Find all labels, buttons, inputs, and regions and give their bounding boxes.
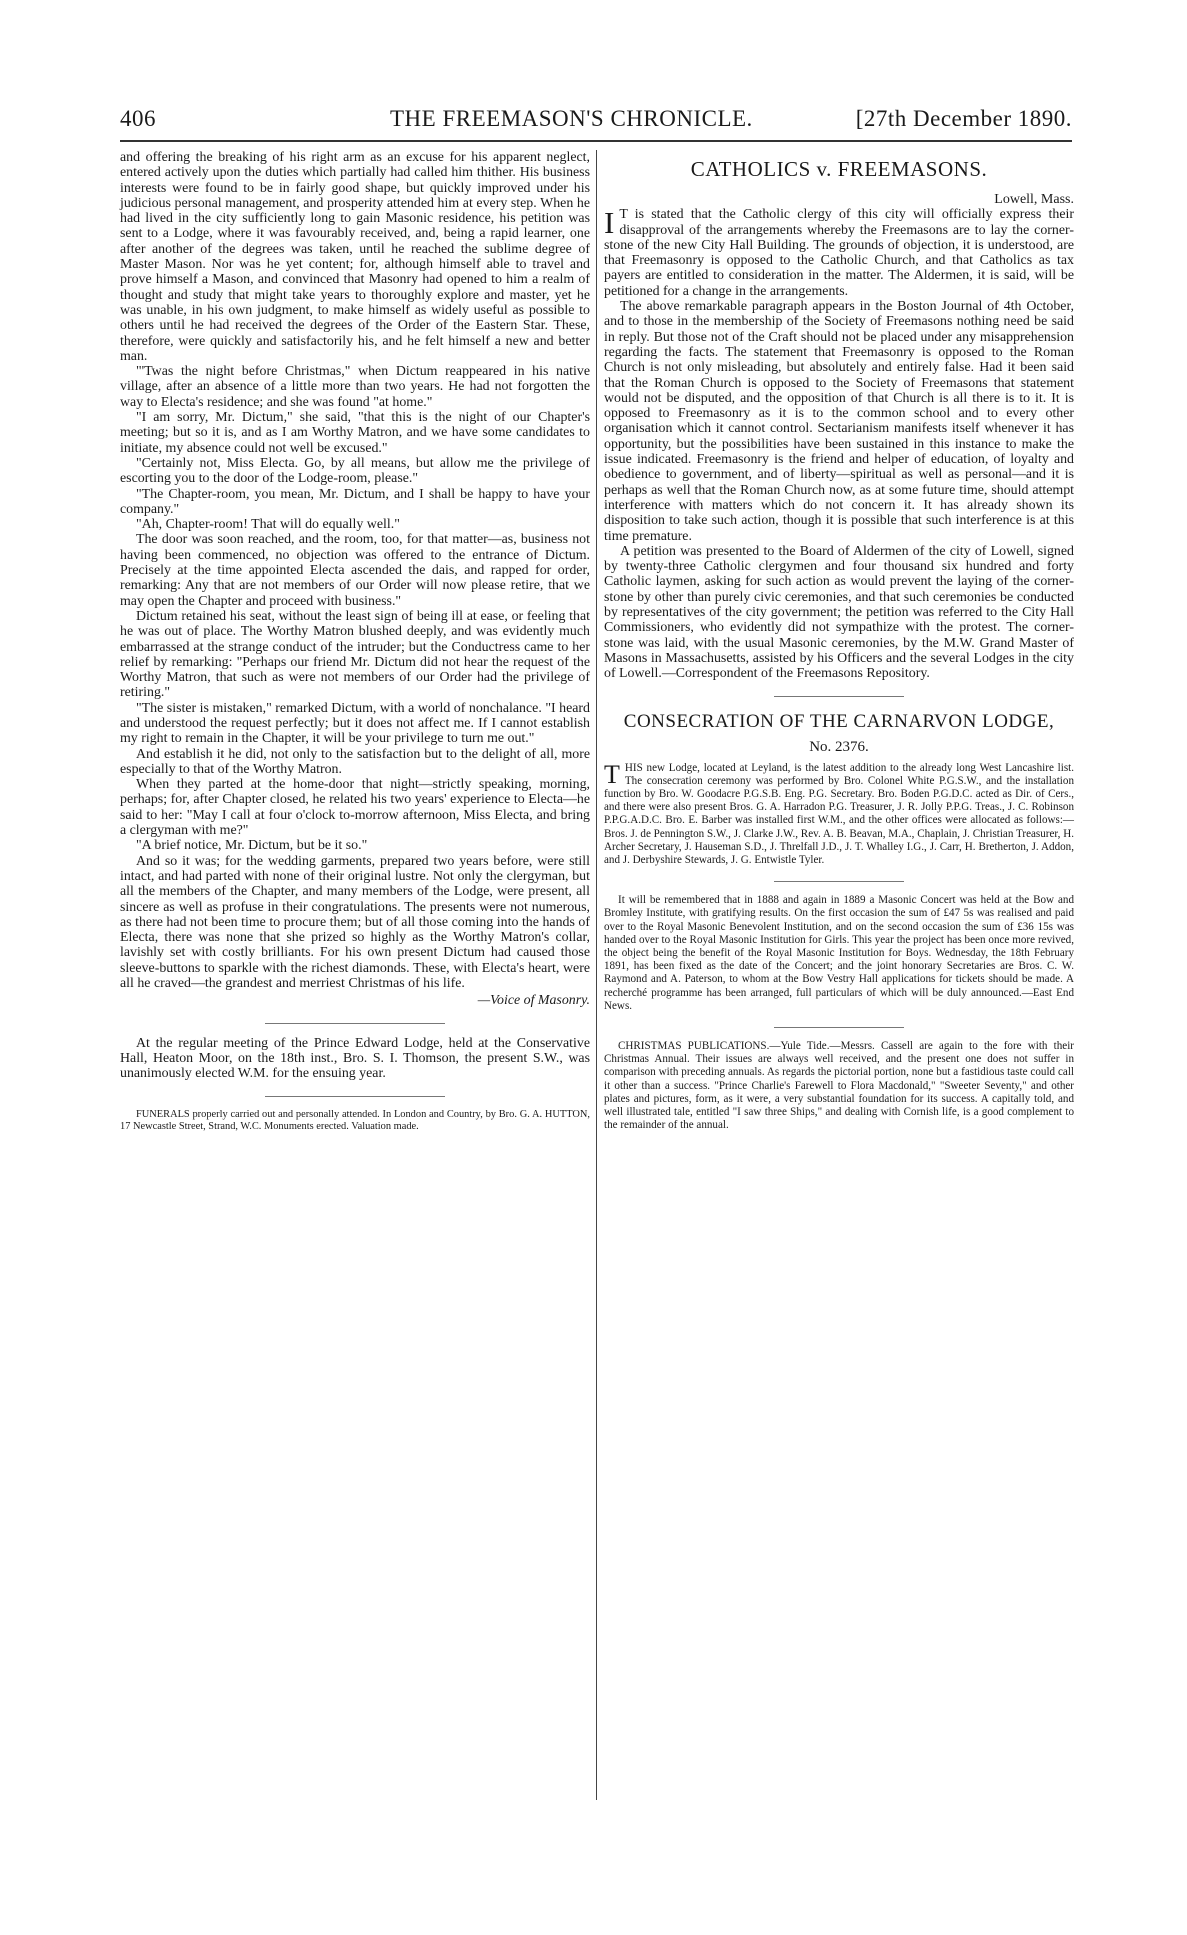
article-paragraph: CHRISTMAS PUBLICATIONS.—Yule Tide.—Messrs. Cassell are again to the fore with their Christmas Annual. Their issues are always well received, and the present one does not suffer in comparison with preceding annuals. As regards the pictorial portion, none but a fastidious taste could call it other than a success. "Prince Charlie's Farewell to Flora Macdonald," "Sweeter Seventy," and other plates and pictures, form, as it were, a very substantial foundation for its success. A capitally told, and well illustrated tale, entitled "I saw three Ships," and dealing with Cornish life, is a good complement to the remainder of the annual. [604,1039,1074,1132]
article-paragraph [604,207,1074,299]
article-text: HIS new Lodge, located at Leyland, is the latest addition to the already long West Lancashire list. The consecration ceremony was performed by Bro. Colonel White P.G.S.W., and the installation function by Bro. W. Goodacre P.G.S.B. Eng. P.G. Secretary. Bro. Boden P.G.D.C. acted as Dir. of Cers., and there were also present Bros. G. A. Harradon P.G. Treasurer, J. R. Jolly P.P.G. Treas., J. C. Robinson P.P.G.A.D.C. Bro. E. Barber was installed first W.M., and the other offices were allocated as follows:—Bros. J. de Pennington S.W., J. Clarke J.W., Rev. A. B. Beavan, M.A., Chaplain, J. Christian Treasurer, H. Archer Secretary, J. Hauseman S.D., J. Threlfall J.D., J. T. Whalley I.G., J. Carr, H. Bretherton, J. Addon, and J. Derbyshire Stewards, J. G. Entwistle Tyler. [604,761,1074,866]
concert-notice [604,894,1074,1013]
left-column [120,150,590,1134]
article-heading: CATHOLICS v. FREEMASONS. [690,157,988,181]
article-text: T is stated that the Catholic clergy of this city will officially express their disapproval of the arrangements whereby the Freemasons are to lay the corner-stone of the new City Hall Building. The grounds of objection, it is understood, are that Freemasonry is opposed to the Catholic Church, and that Catholics as tax payers are entitled to consideration in the matter. The Aldermen, it is said, will be petitioned for a change in the arrangements. [604,207,1074,299]
article-dateline: Lowell, Mass. [994,192,1074,207]
lodge-news-paragraph: At the regular meeting of the Prince Edward Lodge, held at the Conservative Hall, Heaton Moor, on the 18th inst., Bro. S. I. Thomson, the present S.W., was unanimously elected W.M. for the ensuing year. [120,1035,590,1082]
story-paragraph: And so it was; for the wedding garments, prepared two years before, were still intact, and had parted with none of their original lustre. Not only the clergyman, but all the members of the Chapter, and many members of the Lodge, were present, all sincere as well as profuse in their congratulations. The presents were not numerous, as there had not been time to procure them; but of all those coming into the hands of Electa, there was none that she prized so highly as the Worthy Matron's collar, lavishly set with costly brilliants. For his own present Dictum had caused those sleeve-buttons to sparkle with the richest diamonds. These, with Electa's heart, were all he craved—the grandest and merriest Christmas of his life. [120,853,590,992]
right-column [604,150,1074,1132]
story-paragraph: And establish it he did, not only to the satisfaction but to the delight of all, more especially to that of the Worthy Matron. [120,746,590,777]
column-divider [596,150,597,1800]
page-number: 406 [120,106,156,131]
section-divider [265,1096,445,1097]
story-paragraph: "'Twas the night before Christmas," when Dictum reappeared in his native village, after an absence of a little more than two years. He had not forgotten the way to Electa's residence; and she was found "at home." [120,364,590,410]
story-source: —Voice of Masonry. [477,993,590,1009]
page-header [120,106,1072,140]
issue-date: [27th December 1890. [855,106,1072,131]
section-divider [265,1023,445,1024]
article-paragraph: The above remarkable paragraph appears in the Boston Journal of 4th October, and to those in the membership of the Society of Freemasons nothing need be said in reply. But those not of the Craft should not be placed under any misapprehension regarding the facts. The statement that Freemasonry is opposed to the Roman Church is not only misleading, but absolutely and entirely false. Had it been said that the Roman Church is opposed to the Society of Freemasons that statement would not be disputed, and the opposition of that Church is all there is to it. It is opposed to Freemasonry as it is to the common school and to every other organisation which it cannot control. Sectarianism manifests itself whenever it has opportunity, but the possibilities have been sustained in this instance to make the issue indicated. Freemasonry is the friend and helper of education, of loyalty and obedience to government, and of liberty—spiritual as well as personal—and it is perhaps as well that the Roman Church now, as at some future time, should attempt interference with matters which do not concern it. It has already shown its disposition to take such action, though it is possible that such interference is at this time premature. [604,299,1074,544]
story-paragraph: "Certainly not, Miss Electa. Go, by all means, but allow me the privilege of escorting you to the door of the Lodge-room, please." [120,455,590,487]
funeral-advert: FUNERALS properly carried out and personally attended. In London and Country, by Bro. G. A. HUTTON, 17 Newcastle Street, Strand, W.C. Monuments erected. Valuation made. [120,1108,590,1133]
story-paragraph: Dictum retained his seat, without the least sign of being ill at ease, or feeling that he was out of place. The Worthy Matron blushed deeply, and was evidently much embarrassed at the strange conduct of the intruder; but the Conductress came to her relief by remarking: "Perhaps our friend Mr. Dictum did not hear the request of the Worthy Matron, that such as were not members of our Order had the privilege of retiring." [120,608,590,701]
drop-cap: T [604,759,620,789]
story-paragraph: The door was soon reached, and the room, too, for that matter—as, business not having been commenced, no objection was offered to the entrance of Dictum. Precisely at the time appointed Electa ascended the dais, and rapped for order, remarking: Any that are not members of our Order will now please retire, that we may open the Chapter and proceed with business." [120,532,590,609]
section-divider [774,696,904,697]
article-paragraph [604,759,1074,868]
article-heading: CONSECRATION OF THE CARNARVON LODGE, [623,710,1055,732]
story-paragraph: and offering the breaking of his right arm as an excuse for his apparent neglect, entered actively upon the duties which partially had called him thither. His business interests were found to be in fairly good shape, but quickly improved under his judicious personal management, and prosperity attended him at every step. When he had lived in the city sufficiently long to gain Masonic residence, his petition was sent to a Lodge, where it was favourably received, and, being a rapid learner, one after another of the degrees was taken, until he reached the sublime degree of Master Mason. Nor was he yet content; for, although himself able to travel and prove himself a Mason, and convinced that Masonry had opened to him a realm of thought and study that might take years to thoroughly explore and master, yet he was unable, in his own judgment, to make himself as widely useful as possible to others until he had received the degrees of the Order of the Eastern Star. These, therefore, were quickly and satisfactorily his, and he felt himself a new and better man. [120,150,590,364]
story-paragraph: "I am sorry, Mr. Dictum," she said, "that this is the night of our Chapter's meeting; but so it is, and as I am Worthy Matron, and we have some candidates to initiate, my absence could not well be excused." [120,410,590,456]
story-paragraph: "A brief notice, Mr. Dictum, but be it so." [136,838,368,854]
header-rule [120,140,1072,142]
christmas-publications [604,1040,1074,1132]
section-divider [774,1027,904,1028]
story-paragraph: "Ah, Chapter-room! That will do equally well." [136,517,400,533]
story-paragraph: "The sister is mistaken," remarked Dictum, with a world of nonchalance. "I heard and understood the request perfectly; but it does not affect me. If I cannot establish my right to remain in the Chapter, it will be your privilege to turn me out." [120,700,590,747]
article-paragraph: It will be remembered that in 1888 and again in 1889 a Masonic Concert was held at the Bow and Bromley Institute, with gratifying results. On the first occasion the sum of £47 5s was realised and paid over to the Royal Masonic Benevolent Institution, and on the second occasion the sum of £36 15s was handed over to the Royal Masonic Institution for Girls. This year the project has been once more revived, the object being the benefit of the Royal Masonic Institution for Boys. Wednesday, the 18th February 1891, has been fixed as the date of the Concert; and the joint honorary Secretaries are Bros. C. W. Raymond and A. Paterson, to whom at the Bow Vestry Hall applications for tickets should be made. A recherché programme has been arranged, full particulars of which will be duly announced.—East End News. [604,894,1074,1012]
drop-cap: I [604,205,615,241]
section-divider [774,881,904,882]
masthead-title: THE FREEMASON'S CHRONICLE. [390,106,753,131]
story-paragraph: When they parted at the home-door that night—strictly speaking, morning, perhaps; for, after Chapter closed, he related his two years' experience to Electa—he said to her: "May I call at four o'clock to-morrow afternoon, Miss Electa, and bring a clergyman with me?" [120,777,590,839]
story-paragraph: "The Chapter-room, you mean, Mr. Dictum, and I shall be happy to have your company." [120,486,590,517]
article-subheading: No. 2376. [809,738,869,755]
consecration-report [604,759,1074,868]
article-paragraph: A petition was presented to the Board of Aldermen of the city of Lowell, signed by twenty-three Catholic clergymen and four thousand six hundred and forty Catholic laymen, asking for such action as would prevent the laying of the corner-stone by other than purely civic ceremonies, and that such ceremonies be conducted by representatives of the city government; the petition was referred to the City Hall Commissioners, who evidently did not sympathize with the protest. The corner-stone was laid, with the usual Masonic ceremonies, by the M.W. Grand Master of Masons in Massachusetts, assisted by his Officers and the several Lodges in the city of Lowell.—Correspondent of the Freemasons Repository. [604,543,1074,682]
